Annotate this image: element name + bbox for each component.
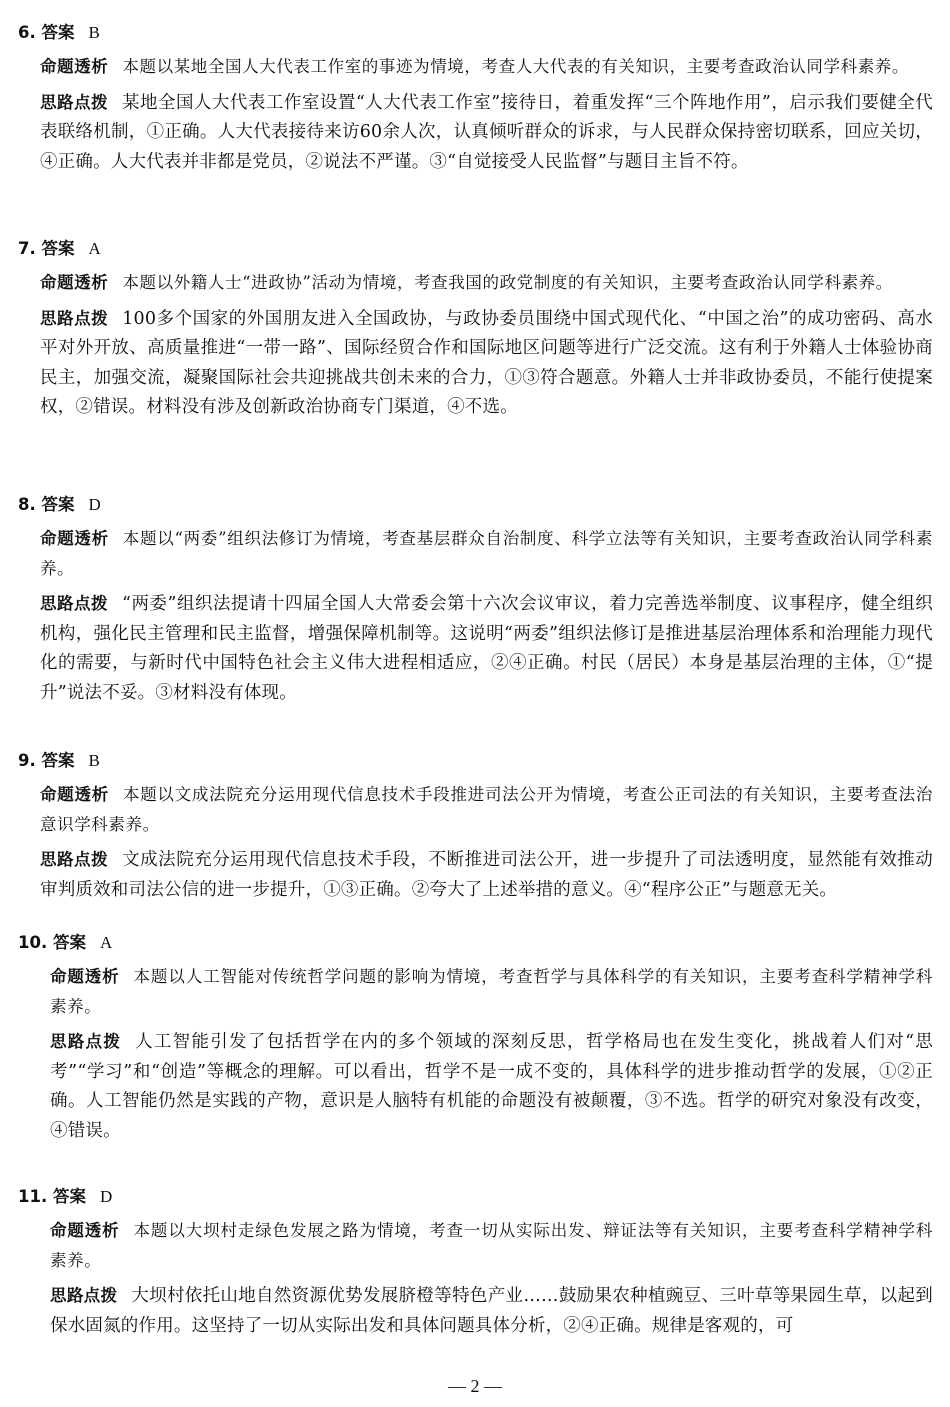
analysis-paragraph	[50, 1216, 933, 1275]
analysis-text: 本题以“两委”组织法修订为情境，考查基层群众自治制度、科学立法等有关知识，主要考查政治认同学科素养。	[40, 529, 934, 578]
question-11	[18, 1184, 933, 1341]
answer-value: B	[88, 23, 100, 42]
tip-tag: 思路点拨	[40, 92, 108, 112]
analysis-text: 本题以人工智能对传统哲学问题的影响为情境，考查哲学与具体科学的有关知识，主要考查科学精神学科素养。	[50, 967, 933, 1016]
answer-line	[18, 20, 933, 46]
question-9	[18, 748, 933, 905]
analysis-tag: 命题透析	[50, 967, 120, 986]
analysis-tag: 命题透析	[50, 1221, 120, 1240]
tip-paragraph	[50, 1027, 933, 1146]
answer-label: 10. 答案	[18, 933, 86, 952]
analysis-paragraph	[40, 268, 933, 298]
analysis-tag: 命题透析	[40, 785, 109, 804]
answer-line	[18, 1184, 933, 1210]
tip-tag: 思路点拨	[40, 850, 109, 869]
tip-text: “两委”组织法提请十四届全国人大常委会第十六次会议审议，着力完善选举制度、议事程序，健全组织机构，强化民主管理和民主监督，增强保障机制等。这说明“两委”组织法修订是推进基层治理体系和治理能力现代化的需要，与新时代中国特色社会主义伟大进程相适应，②④正确。村民（居民）本身是基层治理的主体，①“提升”说法不妥。③材料没有体现。	[40, 594, 933, 703]
tip-text: 文成法院充分运用现代信息技术手段，不断推进司法公开，进一步提升了司法透明度，显然能有效推动审判质效和司法公信的进一步提升，①③正确。②夸大了上述举措的意义。④“程序公正”与题意无关。	[40, 850, 933, 900]
answer-line	[18, 492, 933, 518]
answer-line	[18, 236, 933, 262]
answer-value: B	[88, 751, 100, 770]
page-number: — 2 —	[448, 1376, 502, 1396]
question-6	[18, 20, 933, 177]
analysis-tag: 命题透析	[40, 57, 109, 76]
answer-label: 9. 答案	[18, 751, 75, 770]
tip-paragraph	[50, 1281, 933, 1341]
analysis-paragraph	[40, 780, 933, 839]
tip-tag: 思路点拨	[40, 308, 109, 328]
question-7	[18, 236, 933, 423]
tip-text: 某地全国人大代表工作室设置“人大代表工作室”接待日，着重发挥“三个阵地作用”，启示我们要健全代表联络机制，①正确。人大代表接待来访60余人次，认真倾听群众的诉求，与人民群众保持密切联系，回应关切，④正确。人大代表并非都是党员，②说法不严谨。③“自觉接受人民监督”与题目主旨不符。	[40, 92, 933, 172]
analysis-paragraph	[50, 962, 933, 1021]
tip-paragraph	[40, 845, 933, 905]
analysis-tag: 命题透析	[40, 529, 109, 548]
analysis-tag: 命题透析	[40, 273, 109, 292]
answer-value: A	[99, 933, 113, 952]
tip-paragraph	[40, 589, 933, 708]
answer-label: 8. 答案	[18, 495, 75, 514]
question-10	[18, 930, 933, 1146]
tip-paragraph	[40, 88, 933, 178]
tip-paragraph	[40, 304, 933, 423]
tip-tag: 思路点拨	[50, 1286, 118, 1305]
analysis-text: 本题以某地全国人大代表工作室的事迹为情境，考查人大代表的有关知识，主要考查政治认同学科素养。	[122, 57, 910, 76]
answer-value: D	[99, 1187, 113, 1206]
answer-line	[18, 748, 933, 774]
analysis-text: 本题以文成法院充分运用现代信息技术手段推进司法公开为情境，考查公正司法的有关知识，主要考查法治意识学科素养。	[40, 785, 933, 834]
tip-text: 大坝村依托山地自然资源优势发展脐橙等特色产业……鼓励果农种植豌豆、三叶草等果园生草，以起到保水固氮的作用。这坚持了一切从实际出发和具体问题具体分析，②④正确。规律是客观的，可	[50, 1286, 933, 1336]
answer-value: A	[88, 239, 101, 258]
analysis-paragraph	[40, 52, 933, 82]
answer-label: 11. 答案	[18, 1187, 86, 1206]
analysis-paragraph	[40, 524, 933, 583]
answer-label: 6. 答案	[18, 23, 75, 42]
tip-tag: 思路点拨	[50, 1032, 122, 1051]
tip-text: 100多个国家的外国朋友进入全国政协，与政协委员围绕中国式现代化、“中国之治”的成功密码、高水平对外开放、高质量推进“一带一路”、国际经贸合作和国际地区问题等进行广泛交流。这有利于外籍人士体验协商民主，加强交流，凝聚国际社会共迎挑战共创未来的合力，①③符合题意。外籍人士并非政协委员，不能行使提案权，②错误。材料没有涉及创新政治协商专门渠道，④不选。	[40, 308, 933, 417]
answer-label: 7. 答案	[18, 239, 75, 258]
answer-value: D	[88, 495, 101, 514]
tip-text: 人工智能引发了包括哲学在内的多个领域的深刻反思，哲学格局也在发生变化，挑战着人们对“思考”“学习”和“创造”等概念的理解。可以看出，哲学不是一成不变的，具体科学的进步推动哲学的发展，①②正确。人工智能仍然是实践的产物，意识是人脑特有机能的命题没有被颠覆，③不选。哲学的研究对象没有改变，④错误。	[50, 1032, 933, 1141]
analysis-text: 本题以大坝村走绿色发展之路为情境，考查一切从实际出发、辩证法等有关知识，主要考查科学精神学科素养。	[50, 1221, 933, 1270]
question-8	[18, 492, 933, 708]
answer-line	[18, 930, 933, 956]
tip-tag: 思路点拨	[40, 594, 109, 613]
analysis-text: 本题以外籍人士“进政协”活动为情境，考查我国的政党制度的有关知识，主要考查政治认同学科素养。	[122, 273, 893, 292]
